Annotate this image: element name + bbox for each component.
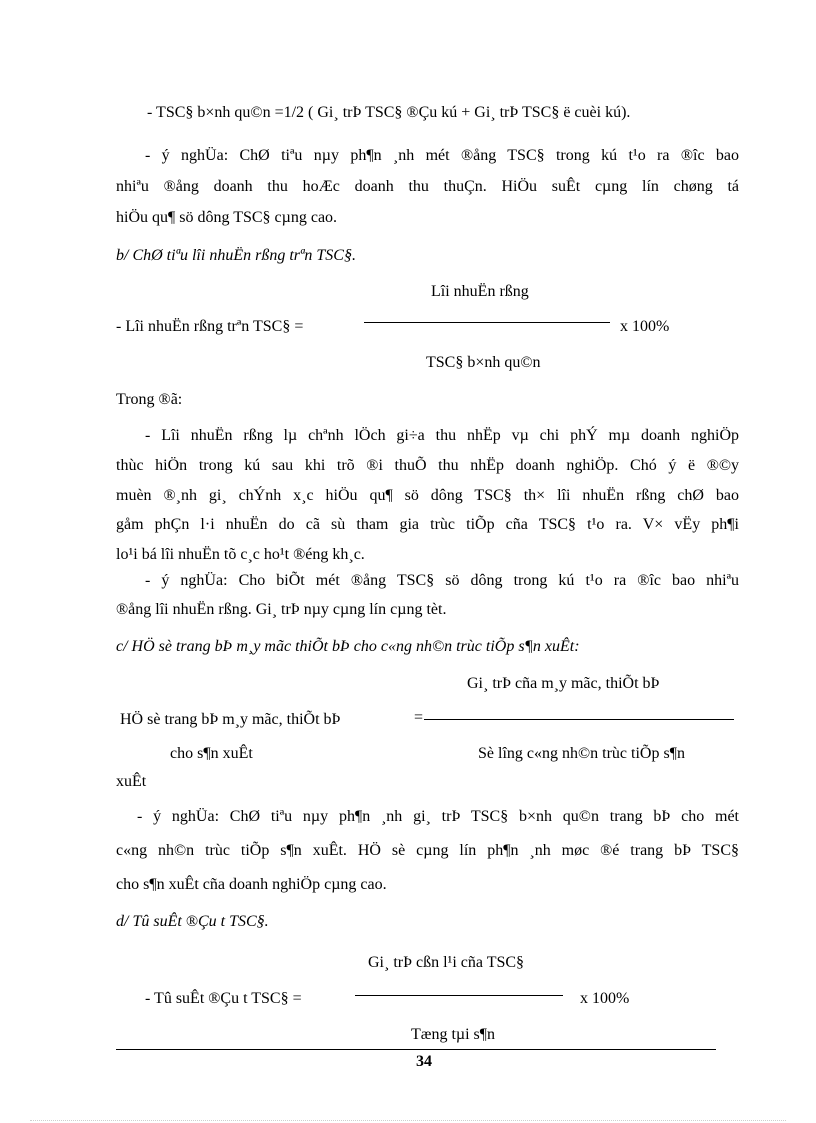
formula-3-lhs: - Tû suÊt ®Çu t TSC§ = [145, 990, 302, 1007]
footer-rule [116, 1049, 716, 1050]
formula-3-numerator: Gi¸ trÞ cßn l¹i cña TSC§ [368, 954, 525, 971]
page-bottom-border [30, 1120, 786, 1121]
formula-3-fraction-line [355, 995, 563, 996]
formula-1-lhs: - Lîi nhuËn rßng trªn TSC§ = [116, 318, 304, 335]
formula-2-fraction-line [424, 719, 734, 720]
section-b-heading: b/ ChØ tiªu lîi nhuËn rßng trªn TSC§. [116, 247, 356, 264]
formula-2-denominator: Sè lîng c«ng nh©n trùc tiÕp s¶n [478, 745, 685, 762]
formula-3-denominator: Tæng tµi s¶n [411, 1026, 496, 1043]
page-number: 34 [416, 1053, 432, 1070]
section-d-heading: d/ Tû suÊt ®Çu t TSC§. [116, 913, 269, 930]
definition-line-1: - Lîi nhuËn rßng lµ chªnh lÖch gi÷a thu nhËp vµ chi phÝ mµ doanh nghiÖp [145, 427, 739, 444]
formula-1-numerator: Lîi nhuËn rßng [431, 283, 529, 300]
formula-2-lhs: HÖ sè trang bÞ m¸y mãc, thiÕt bÞ [120, 711, 341, 728]
formula-2-numerator: Gi¸ trÞ cña m¸y mãc, thiÕt bÞ [467, 675, 660, 692]
meaning-3-line-1: - ý nghÜa: ChØ tiªu nµy ph¶n ¸nh gi¸ trÞ TSC§ b×nh qu©n trang bÞ cho mét [137, 808, 739, 825]
definition-line-4: gåm phÇn l·i nhuËn do cã sù tham gia trùc tiÕp cña TSC§ t¹o ra. V× vËy ph¶i [116, 516, 739, 533]
meaning-1-line-1: - ý nghÜa: ChØ tiªu nµy ph¶n ¸nh mét ®ång TSC§ trong kú t¹o ra ®îc bao [145, 147, 739, 164]
meaning-2-line-2: ®ång lîi nhuËn rßng. Gi¸ trÞ nµy cµng lín cµng tèt. [116, 601, 447, 618]
meaning-3-line-3: cho s¶n xuÊt cña doanh nghiÖp cµng cao. [116, 876, 387, 893]
meaning-2-line-1: - ý nghÜa: Cho biÕt mét ®ång TSC§ sö dông trong kú t¹o ra ®îc bao nhiªu [145, 572, 739, 589]
meaning-1-line-3: hiÖu qu¶ sö dông TSC§ cµng cao. [116, 209, 338, 226]
formula-3-multiplier: x 100% [580, 990, 630, 1007]
formula-1-fraction-line [364, 322, 610, 323]
formula-2-equals: = [414, 709, 424, 726]
definition-line-2: thùc hiÖn trong kú sau khi trõ ®i thuÕ thu nhËp doanh nghiÖp. Chó ý ë ®©y [116, 457, 739, 474]
formula-1-denominator: TSC§ b×nh qu©n [426, 354, 541, 371]
meaning-1-line-2: nhiªu ®ång doanh thu hoÆc doanh thu thuÇn. HiÖu suÊt cµng lín chøng tá [116, 178, 739, 195]
meaning-3-line-2: c«ng nh©n trùc tiÕp s¶n xuÊt. HÖ sè cµng lín ph¶n ¸nh møc ®é trang bÞ TSC§ [116, 842, 739, 859]
avg-assets-formula: - TSC§ b×nh qu©n =1/2 ( Gi¸ trÞ TSC§ ®Çu kú + Gi¸ trÞ TSC§ ë cuèi kú). [147, 104, 631, 121]
formula-2-lhs-continued: cho s¶n xuÊt [170, 745, 253, 762]
definition-line-5: lo¹i bá lîi nhuËn tõ c¸c ho¹t ®éng kh¸c. [116, 546, 365, 563]
section-c-heading: c/ HÖ sè trang bÞ m¸y mãc thiÕt bÞ cho c«ng nh©n trùc tiÕp s¶n xuÊt: [116, 638, 580, 655]
definition-line-3: muèn ®¸nh gi¸ chÝnh x¸c hiÖu qu¶ sö dông TSC§ th× lîi nhuËn rßng chØ bao [116, 487, 739, 504]
in-which-label: Trong ®ã: [116, 391, 183, 408]
formula-1-multiplier: x 100% [620, 318, 670, 335]
formula-2-denominator-continued: xuÊt [116, 773, 147, 790]
